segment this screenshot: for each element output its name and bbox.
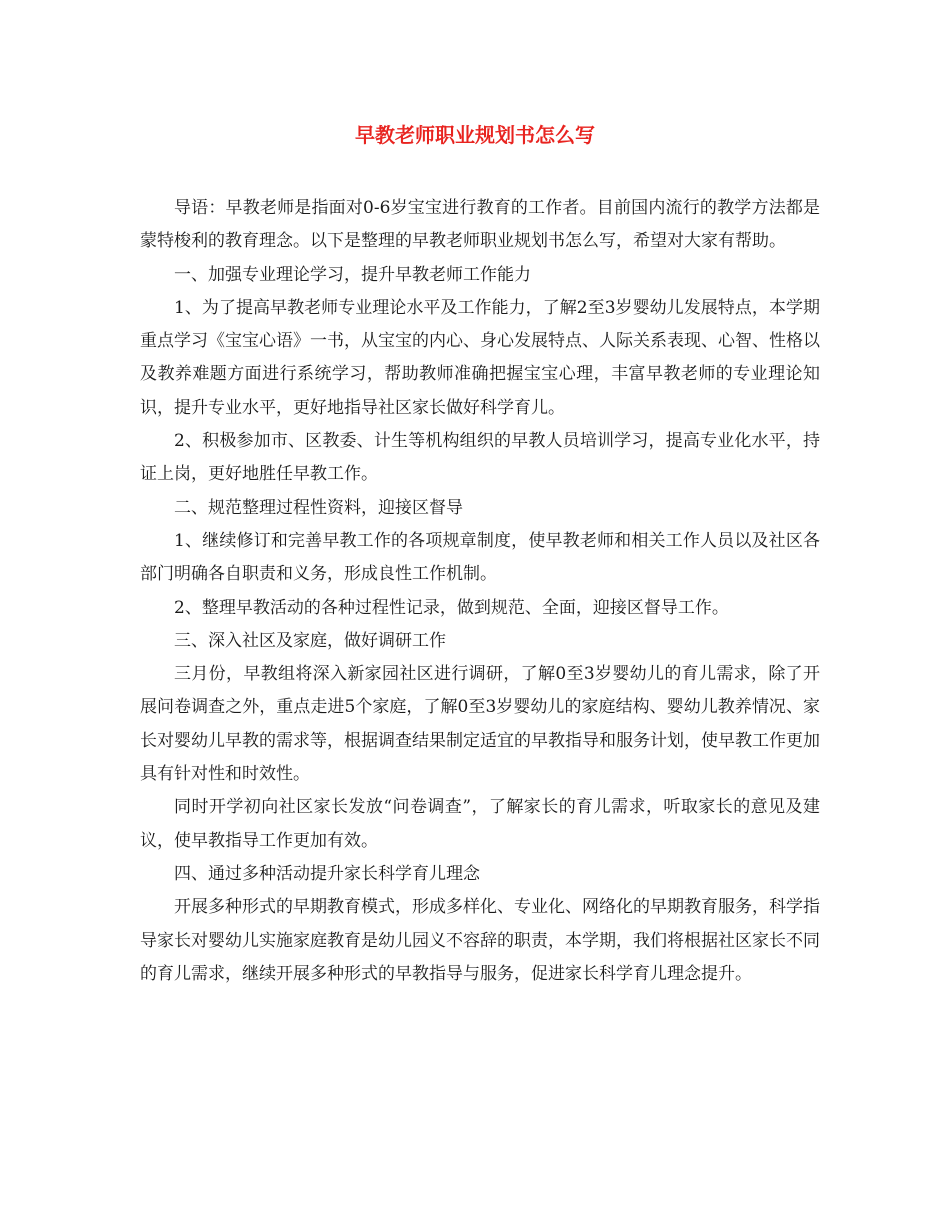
section-heading-3: 三、深入社区及家庭，做好调研工作 bbox=[174, 630, 446, 651]
paragraph-1-1: 1、为了提高早教老师专业理论水平及工作能力，了解2至3岁婴幼儿发展特点，本学期重点学习《宝宝心语》一书，从宝宝的内心、身心发展特点、人际关系表现、心智、性格以及教养难题方面进行系统学习，帮助教师准确把握宝宝心理，丰富早教老师的专业理论知识，提升专业水平，更好地指导社区家长做好科学育儿。 bbox=[140, 297, 820, 418]
paragraph-2-1: 1、继续修订和完善早教工作的各项规章制度，使早教老师和相关工作人员以及社区各部门明确各自职责和义务，形成良性工作机制。 bbox=[140, 530, 820, 585]
paragraph-1-2: 2、积极参加市、区教委、计生等机构组织的早教人员培训学习，提高专业化水平，持证上岗，更好地胜任早教工作。 bbox=[140, 431, 820, 485]
document-title: 早教老师职业规划书怎么写 bbox=[355, 123, 595, 147]
paragraph-intro: 导语：早教老师是指面对0-6岁宝宝进行教育的工作者。目前国内流行的教学方法都是蒙特梭利的教育理念。以下是整理的早教老师职业规划书怎么写，希望对大家有帮助。 bbox=[140, 198, 820, 252]
section-heading-2: 二、规范整理过程性资料，迎接区督导 bbox=[174, 497, 463, 518]
paragraph-3-2: 同时开学初向社区家长发放“问卷调查”，了解家长的育儿需求，听取家长的意见及建议，使早教指导工作更加有效。 bbox=[140, 797, 820, 851]
section-heading-4: 四、通过多种活动提升家长科学育儿理念 bbox=[174, 863, 480, 884]
paragraph-4-1: 开展多种形式的早期教育模式，形成多样化、专业化、网络化的早期教育服务，科学指导家长对婴幼儿实施家庭教育是幼儿园义不容辞的职责，本学期，我们将根据社区家长不同的育儿需求，继续开展多种形式的早教指导与服务，促进家长科学育儿理念提升。 bbox=[140, 897, 820, 984]
section-heading-1: 一、加强专业理论学习，提升早教老师工作能力 bbox=[174, 264, 531, 285]
paragraph-3-1: 三月份，早教组将深入新家园社区进行调研，了解0至3岁婴幼儿的育儿需求，除了开展问卷调查之外，重点走进5个家庭，了解0至3岁婴幼儿的家庭结构、婴幼儿教养情况、家长对婴幼儿早教的需求等，根据调查结果制定适宜的早教指导和服务计划，使早教工作更加具有针对性和时效性。 bbox=[140, 664, 820, 785]
paragraph-2-2: 2、整理早教活动的各种过程性记录，做到规范、全面，迎接区督导工作。 bbox=[174, 597, 729, 618]
document-body bbox=[140, 192, 820, 991]
